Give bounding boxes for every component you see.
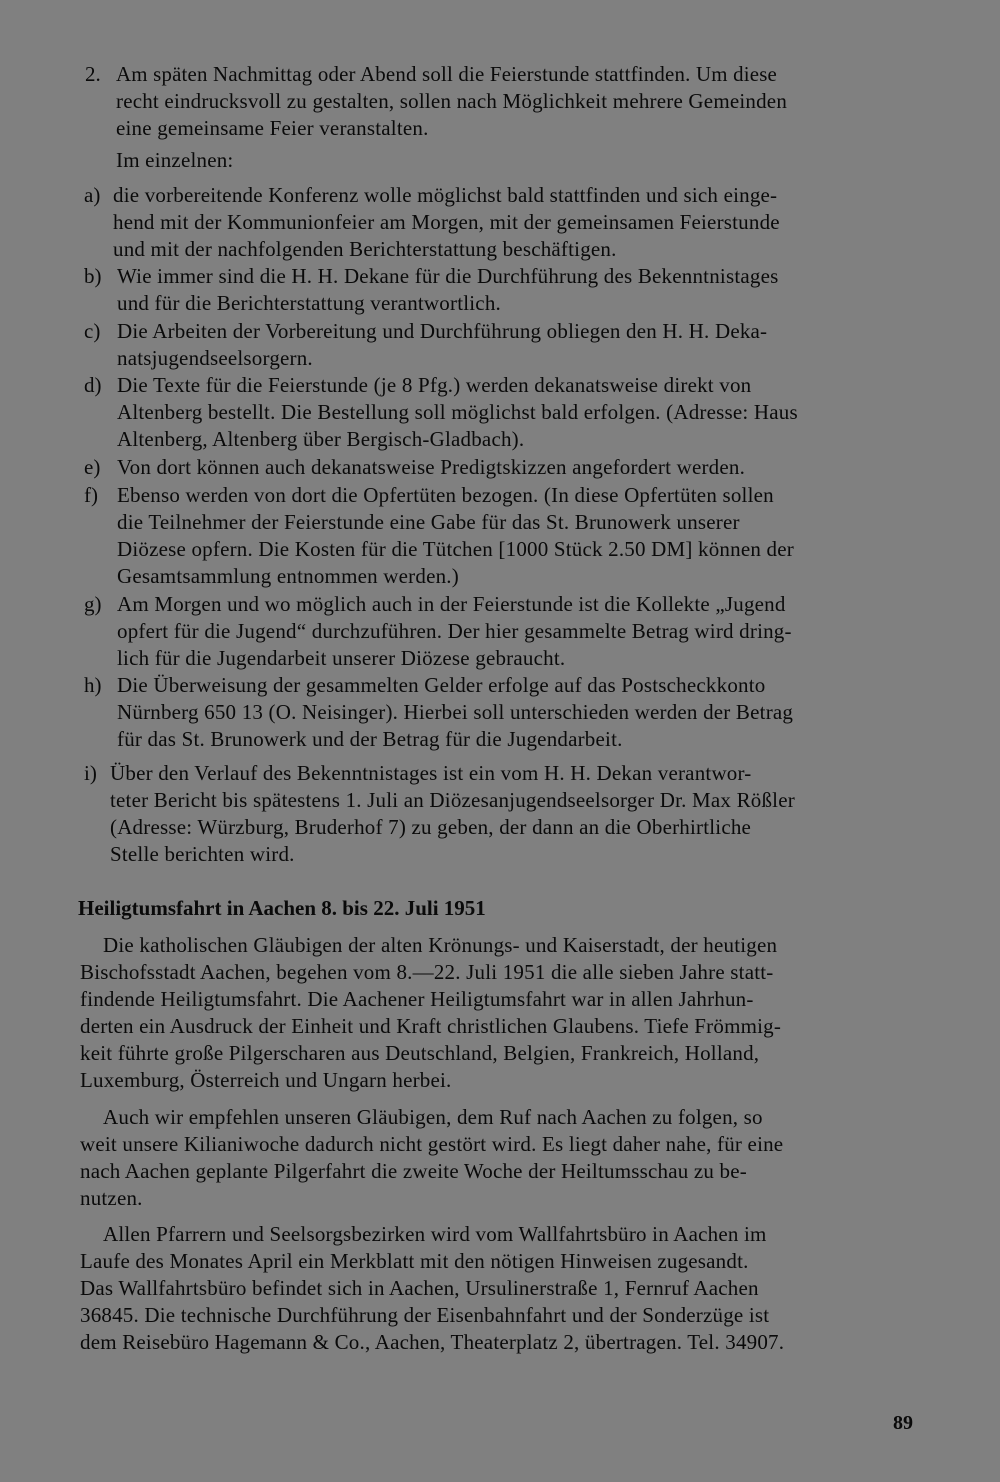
text-line: Am späten Nachmittag oder Abend soll die Feierstunde stattfinden. Um diese xyxy=(116,62,777,86)
text-line: Stelle berichten wird. xyxy=(110,842,295,866)
text-line: hend mit der Kommunionfeier am Morgen, mit der gemeinsamen Feierstunde xyxy=(113,210,780,234)
intro-line: Im einzelnen: xyxy=(116,148,234,172)
text-line: Über den Verlauf des Bekenntnistages ist ein vom H. H. Dekan verantwor- xyxy=(110,761,752,785)
text-line: Am Morgen und wo möglich auch in der Feierstunde ist die Kollekte „Jugend xyxy=(117,592,786,616)
item-label: f) xyxy=(84,483,98,507)
text-line: derten ein Ausdruck der Einheit und Kraft christlichen Glaubens. Tiefe Frömmig- xyxy=(80,1014,782,1038)
text-line: und mit der nachfolgenden Berichterstattung beschäftigen. xyxy=(113,237,617,261)
text-line: Die katholischen Gläubigen der alten Krönungs- und Kaiserstadt, der heutigen xyxy=(103,933,778,957)
text-line: Altenberg bestellt. Die Bestellung soll möglichst bald erfolgen. (Adresse: Haus xyxy=(117,400,798,424)
text-line: Die Arbeiten der Vorbereitung und Durchführung obliegen den H. H. Deka- xyxy=(117,319,768,343)
text-line: dem Reisebüro Hagemann & Co., Aachen, Theaterplatz 2, übertragen. Tel. 34907. xyxy=(80,1330,785,1354)
text-line: Ebenso werden von dort die Opfertüten bezogen. (In diese Opfertüten sollen xyxy=(117,483,774,507)
item-label: b) xyxy=(84,264,102,288)
item-label: e) xyxy=(84,455,101,479)
text-line: eine gemeinsame Feier veranstalten. xyxy=(116,116,429,140)
text-line: Laufe des Monates April ein Merkblatt mit den nötigen Hinweisen zugesandt. xyxy=(80,1249,749,1273)
text-line: teter Bericht bis spätestens 1. Juli an Diözesanjugendseelsorger Dr. Max Rößler xyxy=(110,788,795,812)
text-line: Nürnberg 650 13 (O. Neisinger). Hierbei soll unterschieden werden der Betrag xyxy=(117,700,794,724)
section-heading: Heiligtumsfahrt in Aachen 8. bis 22. Juli 1951 xyxy=(78,896,486,920)
text-line: findende Heiligtumsfahrt. Die Aachener Heiligtumsfahrt war in allen Jahrhun- xyxy=(80,987,754,1011)
text-line: lich für die Jugendarbeit unserer Diözese gebraucht. xyxy=(117,646,566,670)
text-line: Das Wallfahrtsbüro befindet sich in Aachen, Ursulinerstraße 1, Fernruf Aachen xyxy=(80,1276,759,1300)
text-line: nach Aachen geplante Pilgerfahrt die zweite Woche der Heiltumsschau zu be- xyxy=(80,1159,747,1183)
item-label: h) xyxy=(84,673,102,697)
text-line: recht eindrucksvoll zu gestalten, sollen nach Möglichkeit mehrere Gemeinden xyxy=(116,89,788,113)
text-line: Allen Pfarrern und Seelsorgsbezirken wird vom Wallfahrtsbüro in Aachen im xyxy=(103,1222,767,1246)
item-label: 2. xyxy=(85,62,101,86)
text-line: und für die Berichterstattung verantwortlich. xyxy=(117,291,501,315)
text-line: Von dort können auch dekanatsweise Predigtskizzen angefordert werden. xyxy=(117,455,746,479)
text-line: Die Überweisung der gesammelten Gelder erfolge auf das Postscheckkonto xyxy=(117,673,766,697)
text-line: Bischofsstadt Aachen, begehen vom 8.—22. Juli 1951 die alle sieben Jahre statt- xyxy=(80,960,774,984)
text-line: natsjugendseelsorgern. xyxy=(117,346,313,370)
text-line: opfert für die Jugend“ durchzuführen. Der hier gesammelte Betrag wird dring- xyxy=(117,619,792,643)
item-label: d) xyxy=(84,373,102,397)
item-label: a) xyxy=(84,183,101,207)
item-label: i) xyxy=(84,761,97,785)
text-line: weit unsere Kilianiwoche dadurch nicht gestört wird. Es liegt daher nahe, für eine xyxy=(80,1132,784,1156)
page-number: 89 xyxy=(893,1412,913,1434)
text-line: Wie immer sind die H. H. Dekane für die Durchführung des Bekenntnistages xyxy=(117,264,779,288)
text-line: für das St. Brunowerk und der Betrag für die Jugendarbeit. xyxy=(117,727,623,751)
text-line: (Adresse: Würzburg, Bruderhof 7) zu geben, der dann an die Oberhirtliche xyxy=(110,815,752,839)
text-line: Luxemburg, Österreich und Ungarn herbei. xyxy=(80,1068,452,1092)
text-line: Diözese opfern. Die Kosten für die Tütchen [1000 Stück 2.50 DM] können der xyxy=(117,537,794,561)
text-line: Altenberg, Altenberg über Bergisch-Gladbach). xyxy=(117,427,525,451)
text-line: Gesamtsammlung entnommen werden.) xyxy=(117,564,459,588)
item-label: c) xyxy=(84,319,101,343)
item-label: g) xyxy=(84,592,102,616)
text-line: Die Texte für die Feierstunde (je 8 Pfg.) werden dekanatsweise direkt von xyxy=(117,373,752,397)
text-line: 36845. Die technische Durchführung der Eisenbahnfahrt und der Sonderzüge ist xyxy=(80,1303,770,1327)
text-line: die vorbereitende Konferenz wolle möglichst bald stattfinden und sich einge- xyxy=(113,183,778,207)
text-line: Auch wir empfehlen unseren Gläubigen, dem Ruf nach Aachen zu folgen, so xyxy=(103,1105,763,1129)
text-line: die Teilnehmer der Feierstunde eine Gabe für das St. Brunowerk unserer xyxy=(117,510,740,534)
text-line: nutzen. xyxy=(80,1186,143,1210)
text-line: keit führte große Pilgerscharen aus Deutschland, Belgien, Frankreich, Holland, xyxy=(80,1041,760,1065)
